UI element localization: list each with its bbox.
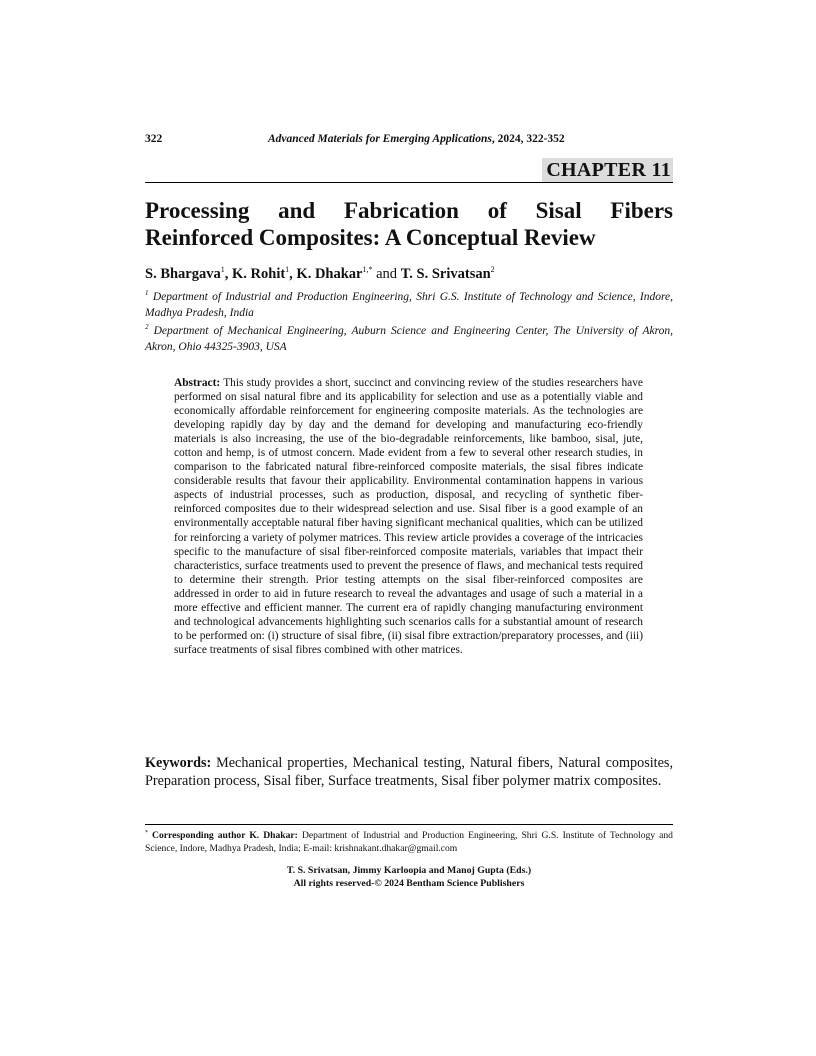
author-affil-mark: 1,* (362, 265, 373, 274)
journal-year-pages: , 2024, 322-352 (491, 133, 565, 145)
author-name: K. Dhakar (296, 266, 363, 282)
chapter-label: CHAPTER 11 (542, 158, 673, 182)
corresponding-author-footnote (145, 827, 673, 855)
abstract (174, 376, 643, 657)
author-affil-mark: 1 (220, 265, 225, 274)
affiliation-text: Department of Industrial and Production Engineering, Shri G.S. Institute of Technology and Science, Indore, Madhya Pradesh, India (145, 291, 674, 319)
abstract-text: This study provides a short, succinct and convincing review of the studies researchers have performed on sisal natural fibre and its applicability for selection and use as a potentially viable and economically affordable reinforcement for engineering composite materials. As the technologies are developing rapidly day by day and the demand for developing and manufacturing eco-friendly materials is also increasing, the use of the bio-degradable reinforcements, like bamboo, sisal, jute, cotton and hemp, is of utmost concern. Made evident from a few to several other research studies, in comparison to the fabricated natural fibre-reinforced composite materials, the sisal fibres indicate considerable results that favour their applicability. Environmental contamination happens in various aspects of industrial processes, such as production, disposal, and recycling of synthetic fiber-reinforced composites due to their widespread selection and use. Sisal fiber is a good example of an environmentally acceptable natural fiber having significant mechanical qualities, which can be utilized for reinforcing a variety of polymer matrices. This review article provides a coverage of the intricacies specific to the manufacture of sisal fiber-reinforced composite materials, variables that impact their characteristics, surface treatments used to prevent the presence of flaws, and mechanical tests required to determine their strength. Prior testing attempts on the sisal fiber-reinforced composites are addressed in order to aid in future research to reveal the advantages and usage of such a material in a more effective and efficient manner. The current era of rapidly changing manufacturing environment and technological advancements highlighting such scenarios calls for a substantial amount of research to be performed on: (i) structure of sisal fibre, (ii) sisal fibre extraction/preparatory processes, and (iii) surface treatments of sisal fibres combined with other matrices. (174, 377, 643, 656)
affiliation-mark: 1 (145, 289, 149, 297)
affiliation (145, 285, 673, 321)
paper-title (145, 197, 673, 251)
author-name: S. Bhargava (145, 266, 221, 282)
publisher-block (145, 865, 673, 890)
footnote-text: Department of Industrial and Production Engineering, Shri G.S. Institute of Technology and Science, Indore, Madhya Pradesh, India; E-mail: krishnakant.dhakar@gmail.com (145, 830, 673, 854)
title-line-1: Processing and Fabrication of Sisal Fibers (145, 198, 673, 223)
keywords (145, 755, 673, 790)
author-name: K. Rohit (232, 266, 286, 282)
running-header (145, 133, 673, 149)
author-affil-mark: 1 (285, 265, 290, 274)
header-divider (145, 182, 673, 183)
journal-citation (268, 133, 565, 145)
author-name: T. S. Srivatsan (400, 266, 491, 282)
keywords-text: Mechanical properties, Mechanical testing, Natural fibers, Natural composites, Preparation process, Sisal fiber, Surface treatments, Sisal fiber polymer matrix composites. (145, 755, 673, 789)
abstract-label: Abstract: (174, 377, 221, 389)
footnote-divider (145, 824, 673, 825)
author-list: S. Bhargava$^1$, K. Rohit$^1$, K. Dhakar$^{1,*}$ and T. S. Srivatsan$^2$ (145, 265, 495, 282)
affiliation-mark: 2 (145, 323, 149, 331)
journal-name: Advanced Materials for Emerging Applications (268, 133, 492, 145)
keywords-label: Keywords: (145, 755, 212, 771)
title-line-2: Reinforced Composites: A Conceptual Review (145, 225, 596, 250)
affiliation (145, 319, 673, 355)
copyright-line: All rights reserved-© 2024 Bentham Science Publishers (293, 877, 525, 889)
footnote-label: Corresponding author K. Dhakar: (152, 830, 298, 841)
editors-line: T. S. Srivatsan, Jimmy Karloopia and Manoj Gupta (Eds.) (286, 865, 532, 876)
affiliation-text: Department of Mechanical Engineering, Auburn Science and Engineering Center, The University of Akron, Akron, Ohio 44325-3903, USA (145, 325, 674, 353)
footnote-mark: * (145, 830, 148, 836)
author-connector: and (376, 266, 398, 282)
author-affil-mark: 2 (490, 265, 495, 274)
page-number: 322 (145, 133, 163, 145)
